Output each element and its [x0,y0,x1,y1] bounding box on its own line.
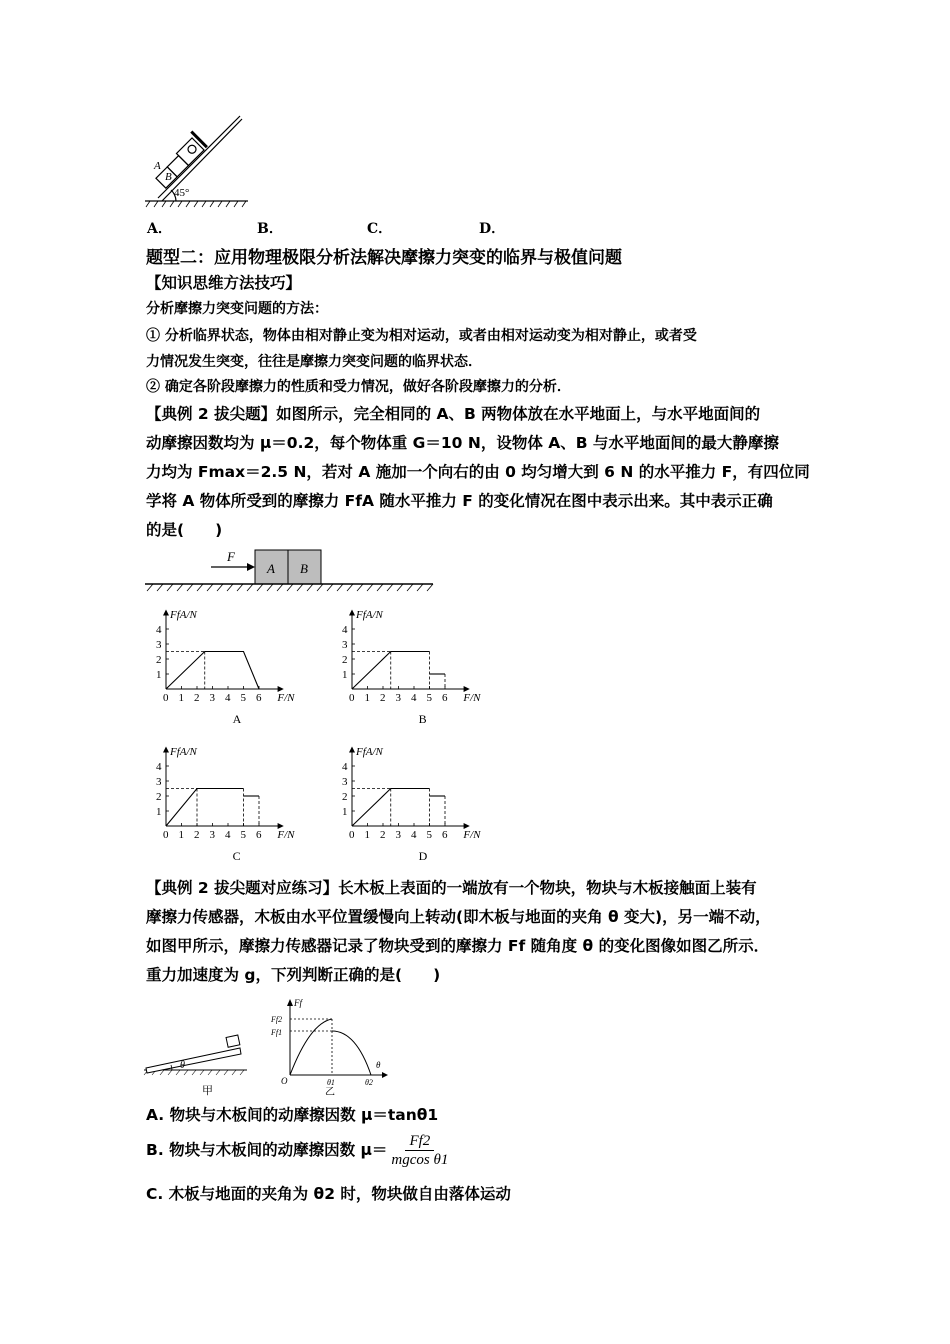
y-tick-label: 4 [156,761,162,773]
option-c: C． [367,221,393,237]
x-tick-label: 1 [178,692,184,704]
block-b-label: B [165,171,172,183]
x-axis-label: F/N [463,692,481,704]
series-line [166,789,244,827]
theta2-label: θ2 [365,1078,373,1087]
x-axis-label: F/N [277,829,295,841]
origin-label: O [281,1076,288,1086]
x-tick-label: 1 [178,829,184,841]
x-tick-label: 5 [240,829,246,841]
y-tick-label: 1 [342,669,348,681]
y-tick-label: 2 [342,791,348,803]
x-tick-label: 4 [225,829,231,841]
x-tick-label: 0 [349,829,355,841]
x-tick-label: 3 [209,692,215,704]
angle-label: 45° [174,187,190,199]
x-tick-label: 6 [442,692,448,704]
option-a: A． [147,221,172,237]
fraction [389,1132,450,1169]
block-a-label: A [154,160,161,172]
fig-jia-caption: 甲 [202,1085,213,1097]
x-tick-label: 4 [411,692,417,704]
fraction-numerator: Ff2 [405,1132,434,1151]
method-point: ② 确定各阶段摩擦力的性质和受力情况，做好各阶段摩擦力的分析． [146,379,571,395]
chart-caption: B [418,712,427,726]
x-tick-label: 4 [225,692,231,704]
practice-line: 重力加速度为 g，下列判断正确的是( ) [146,966,441,984]
practice-line: 如图甲所示，摩擦力传感器记录了物块受到的摩擦力 Ff 随角度 θ 的变化图像如图乙所示． [146,937,770,955]
y-tick-label: 2 [156,654,162,666]
x-tick-label: 6 [256,829,262,841]
blocks-figure [145,546,435,602]
section-title: 题型二：应用物理极限分析法解决摩擦力突变的临界与极值问题 [146,248,622,268]
x-tick-label: 6 [442,829,448,841]
answer-b [146,1128,450,1172]
x-tick-label: 4 [411,829,417,841]
y-axis-arrow [163,747,169,753]
example2-line: 的是( ) [146,521,223,539]
example2-line: 【典例 2 拔尖题】如图所示，完全相同的 A、B 两物体放在水平地面上，与水平地面间的 [146,405,761,423]
y-tick-label: 3 [156,639,162,651]
block-a-label: A [267,561,275,576]
practice-line: 【典例 2 拔尖题对应练习】长木板上表面的一端放有一个物块，物块与木板接触面上装有 [146,879,757,897]
y-tick-label: 2 [156,791,162,803]
fig-jia [142,1030,252,1100]
option-b: B． [257,221,283,237]
y-axis-arrow [349,747,355,753]
x-tick-label: 2 [380,692,386,704]
chart-a [156,609,295,726]
force-label: F [227,549,235,564]
answer-b-prefix: B. 物块与木板间的动摩擦因数 μ＝ [146,1141,388,1159]
example2-line: 力均为 Fmax＝2.5 N，若对 A 施加一个向右的由 0 均匀增大到 6 N 的水平推力 F，有四位同 [146,463,810,481]
fig-yi [268,995,393,1095]
y-tick-label: 4 [156,624,162,636]
chart-caption: D [418,849,428,863]
x-tick-label: 6 [256,692,262,704]
y-axis-label: FfA/N [356,746,383,758]
series-line [166,652,259,690]
example2-line: 动摩擦因数均为 μ＝0.2，每个物体重 G＝10 N，设物体 A、B 与水平地面间的最大静摩擦 [146,434,779,452]
example2-line: 学将 A 物体所受到的摩擦力 FfA 随水平推力 F 的变化情况在图中表示出来。其中表示正确 [146,492,773,510]
fig-yi-caption: 乙 [325,1087,335,1095]
x-axis-label: F/N [463,829,481,841]
y-axis-label: FfA/N [170,609,197,621]
x-tick-label: 0 [163,692,169,704]
knowledge-heading: 【知识思维方法技巧】 [146,274,302,292]
x-tick-label: 2 [194,829,200,841]
theta1-label: θ1 [327,1078,335,1087]
x-tick-label: 5 [240,692,246,704]
y-tick-label: 4 [342,624,348,636]
x-tick-label: 3 [395,829,401,841]
y-axis-arrow [349,610,355,616]
option-d: D． [479,221,506,237]
answer-a: A. 物块与木板间的动摩擦因数 μ＝tanθ1 [146,1106,439,1124]
y-tick-label: 4 [342,761,348,773]
practice-line: 摩擦力传感器，木板由水平位置缓慢向上转动(即木板与地面的夹角 θ 变大)，另一端不动， [146,908,771,926]
ff1-label: Ff1 [271,1028,283,1037]
answer-c: C. 木板与地面的夹角为 θ2 时，物块做自由落体运动 [146,1185,511,1203]
x-tick-label: 0 [349,692,355,704]
method-point: ① 分析临界状态，物体由相对静止变为相对运动，或者由相对运动变为相对静止，或者受 [146,328,697,344]
chart-d [342,746,481,863]
ff2-label: Ff2 [271,1015,283,1024]
method-heading: 分析摩擦力突变问题的方法： [146,301,328,317]
chart-caption: C [232,849,241,863]
x-tick-label: 3 [209,829,215,841]
x-tick-label: 5 [426,829,432,841]
y-tick-label: 2 [342,654,348,666]
y-tick-label: 1 [156,669,162,681]
theta-label: θ [180,1060,185,1071]
x-tick-label: 3 [395,692,401,704]
y-tick-label: 3 [342,776,348,788]
y-axis-label: FfA/N [356,609,383,621]
ff-axis-label: Ff [294,998,302,1008]
x-tick-label: 1 [364,692,370,704]
y-tick-label: 1 [156,806,162,818]
theta-axis-label: θ [376,1060,381,1070]
x-tick-label: 1 [364,829,370,841]
chart-caption: A [232,712,242,726]
friction-charts [150,604,530,874]
fraction-denominator: mgcos θ1 [391,1151,449,1168]
chart-c [156,746,295,863]
x-axis-label: F/N [277,692,295,704]
y-tick-label: 3 [156,776,162,788]
x-tick-label: 2 [194,692,200,704]
y-axis-label: FfA/N [170,746,197,758]
x-tick-label: 0 [163,829,169,841]
y-tick-label: 1 [342,806,348,818]
y-axis-arrow [163,610,169,616]
chart-b [342,609,481,726]
x-tick-label: 5 [426,692,432,704]
incline-figure [140,112,250,208]
y-tick-label: 3 [342,639,348,651]
block-b-label: B [300,561,308,576]
method-point: 力情况发生突变，往往是摩擦力突变问题的临界状态． [146,354,482,370]
x-tick-label: 2 [380,829,386,841]
